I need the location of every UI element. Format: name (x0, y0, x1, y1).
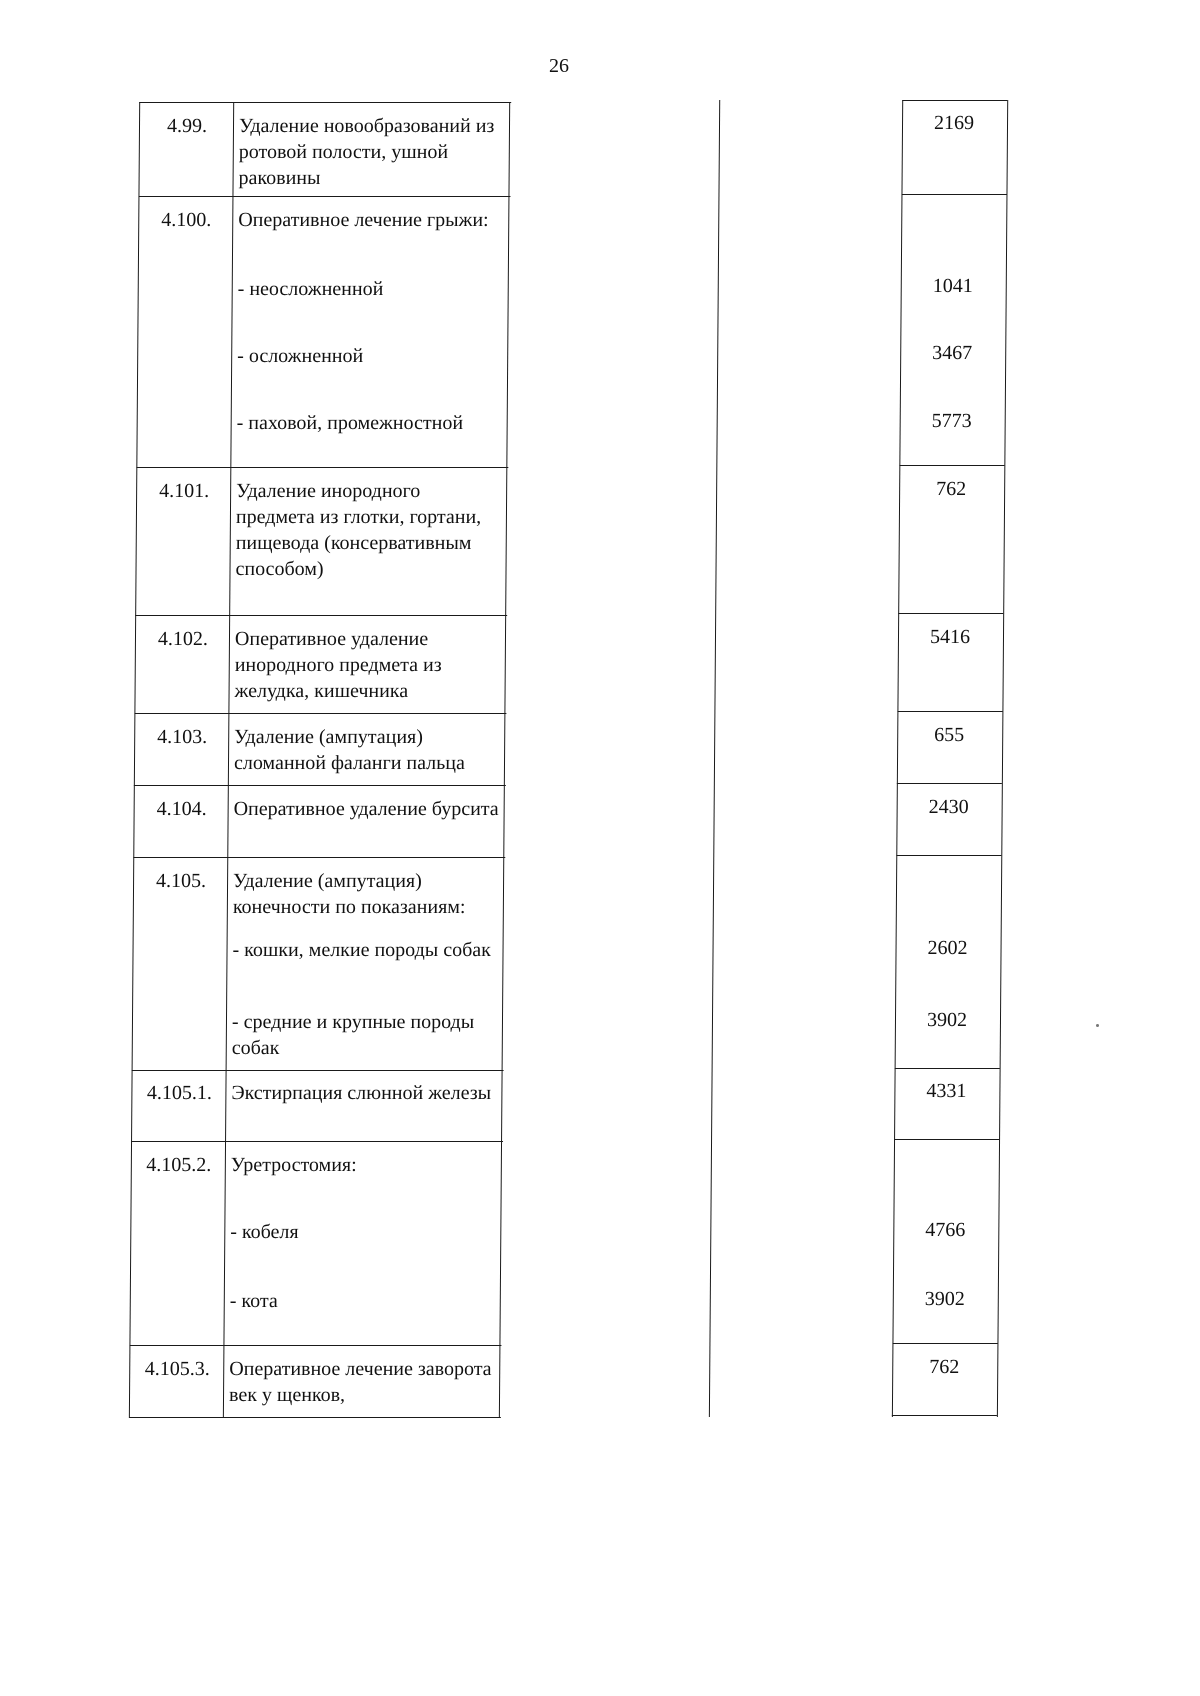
price-rule (897, 711, 1002, 712)
row-price: 4331 (926, 1080, 967, 1102)
table-border-left (129, 102, 140, 1417)
row-code: 4.100. (161, 209, 212, 231)
row-code: 4.104. (156, 798, 207, 820)
row-subitem-price: 1041 (932, 275, 973, 297)
row-subitem: - кошки, мелкие породы собак (232, 939, 492, 961)
row-rule (133, 857, 505, 858)
row-description: Оперативное удаление бурсита (233, 798, 499, 820)
row-description: Оперативное удаление инородного предмета из желудка, кишечника (234, 628, 442, 702)
row-subitem: - неосложненной (237, 278, 384, 300)
price-rule (895, 1068, 1000, 1069)
row-code: 4.105.3. (144, 1358, 210, 1380)
row-subitem: - кота (229, 1290, 278, 1312)
row-subitem-price: 3467 (932, 342, 973, 364)
price-rule (902, 100, 1007, 101)
row-price: 2169 (933, 112, 975, 134)
price-rule (898, 613, 1003, 614)
price-rule (896, 855, 1001, 856)
row-description: Оперативное лечение заворота век у щенков, (228, 1358, 492, 1406)
row-subitem: - кобеля (230, 1221, 299, 1243)
row-description: Удаление (ампутация) сломанной фаланги пальца (233, 726, 465, 774)
page-number: 26 (549, 55, 569, 77)
row-subitem-price: 2602 (927, 937, 968, 959)
row-description: Удаление (ампутация) конечности по показаниям: (232, 870, 466, 918)
price-rule (901, 194, 1006, 195)
row-rule (135, 615, 507, 616)
row-price: 655 (934, 724, 965, 746)
row-rule (131, 1141, 503, 1142)
scan-speck (1096, 1024, 1099, 1027)
row-subitem: - паховой, промежностной (236, 412, 464, 434)
row-code: 4.105. (155, 870, 207, 892)
price-rule (892, 1343, 997, 1344)
row-code: 4.105.1. (146, 1082, 213, 1104)
row-description: Экстирпация слюнной железы (231, 1082, 492, 1104)
row-subitem-price: 3902 (926, 1009, 968, 1031)
row-price: 5416 (929, 626, 971, 648)
row-rule (138, 196, 510, 197)
row-rule (136, 467, 508, 468)
row-subitem: - средние и крупные породы собак (231, 1011, 475, 1059)
row-description: Удаление инородного предмета из глотки, гортани, пищевода (консервативным способом) (235, 480, 482, 580)
row-code: 4.101. (159, 480, 210, 502)
price-rule (892, 1415, 997, 1416)
row-rule (134, 713, 506, 714)
price-rule (897, 783, 1002, 784)
row-rule (129, 1345, 501, 1346)
row-price: 762 (936, 478, 967, 500)
row-code: 4.99. (166, 115, 208, 137)
row-code: 4.102. (157, 628, 209, 650)
row-rule (129, 1417, 501, 1418)
price-rule (899, 465, 1004, 466)
row-price: 2430 (928, 796, 969, 818)
row-subitem-price: 5773 (931, 410, 972, 432)
row-subitem-price: 4766 (925, 1219, 966, 1241)
price-rule (894, 1139, 999, 1140)
row-rule (134, 785, 506, 786)
row-subitem: - осложненной (237, 345, 364, 367)
row-price: 762 (929, 1356, 960, 1378)
row-code: 4.103. (157, 726, 208, 748)
row-code: 4.105.2. (146, 1154, 212, 1176)
row-subitem-price: 3902 (924, 1288, 965, 1310)
row-rule (132, 1070, 504, 1071)
column-divider (709, 100, 720, 1417)
row-rule (139, 102, 511, 103)
row-description: Уретростомия: (230, 1154, 357, 1176)
row-description: Удаление новообразований из ротовой полости, ушной раковины (238, 115, 495, 189)
row-description: Оперативное лечение грыжи: (238, 209, 489, 231)
